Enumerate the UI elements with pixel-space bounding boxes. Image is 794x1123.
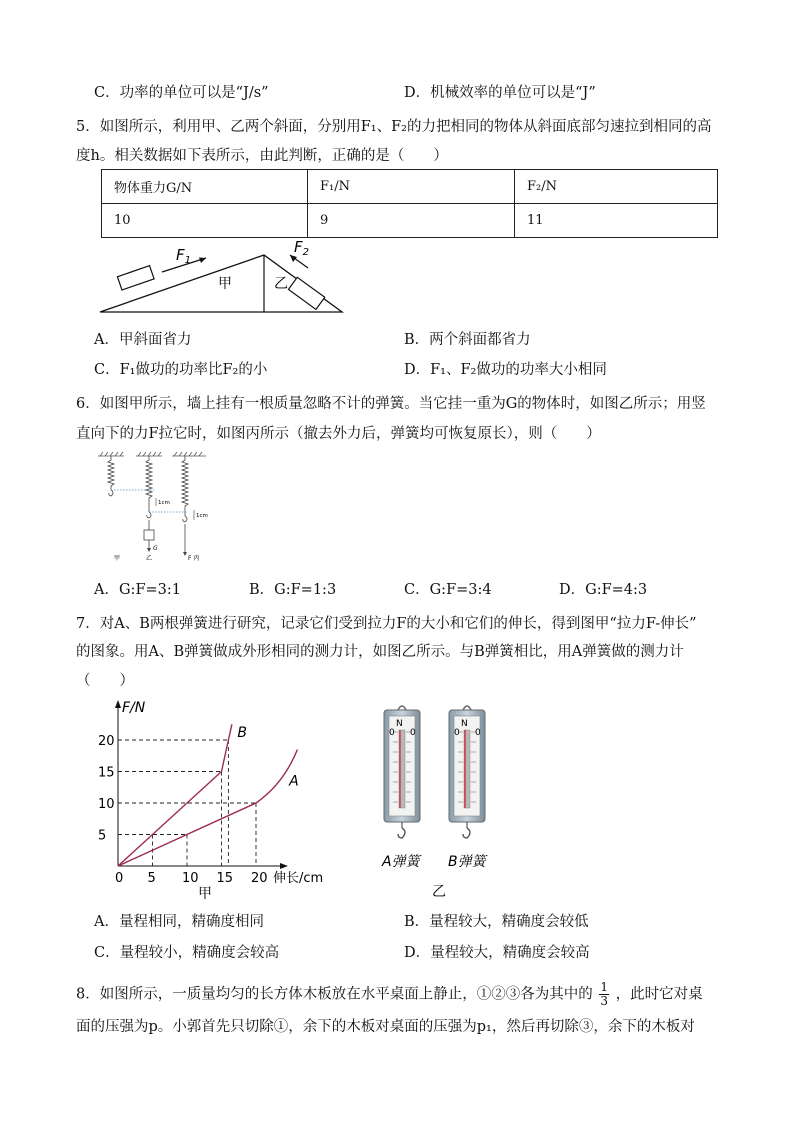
table-header-cell: 物体重力G/N (102, 170, 308, 204)
scale-a-unit: N (396, 719, 403, 729)
arrow-g-head (147, 548, 151, 552)
q8-stem-line2: 面的压强为p。小郭首先只切除①，余下的木板对桌面的压强为p₁，然后再切除③，余下的木板对 (76, 1019, 695, 1035)
q8-fraction-denominator: 3 (600, 994, 608, 1008)
series-b-label: B (237, 724, 247, 741)
q5-stem-line1: 5．如图所示，利用甲、乙两个斜面，分别用F₁、F₂的力把相同的物体从斜面底部匀速拉到相同的高 (76, 119, 712, 135)
q5-incline-figure (96, 238, 348, 316)
scale-a (384, 706, 420, 838)
q7-stem-line1: 7．对A、B两根弹簧进行研究，记录它们受到拉力F的大小和它们的伸长，得到图甲“拉力F-伸长” (76, 616, 697, 632)
q7-force-extension-chart (86, 696, 346, 904)
label-f1: $F_1$ (176, 246, 192, 266)
q4-option-c: C．功率的单位可以是“J/s” (94, 85, 269, 101)
y-axis-arrow (115, 700, 121, 708)
scale-b-unit: N (461, 719, 468, 729)
q6-option-a: A．G:F=3:1 (94, 582, 181, 598)
spring-yi (146, 456, 152, 512)
q6-option-b: B．G:F=1:3 (249, 582, 337, 598)
scale-caption-yi: 乙 (432, 884, 446, 900)
q8-stem-line1 (76, 981, 703, 1008)
table-cell: 10 (102, 204, 308, 238)
weight-block (144, 530, 154, 540)
table-cell: 11 (515, 204, 718, 238)
table-header-cell: F₁/N (308, 170, 515, 204)
q5-data-table (101, 169, 718, 238)
q6-option-c: C．G:F=3:4 (404, 582, 492, 598)
scale-a-label: A弹簧 (382, 854, 420, 870)
y-tick-label: 10 (98, 797, 115, 812)
scale-b-label: B弹簧 (448, 854, 486, 870)
q7-stem-line2: 的图象。用A、B弹簧做成外形相同的测力计，如图乙所示。与B弹簧相比，用A弹簧做的测力计 (76, 644, 684, 660)
q4-option-d: D．机械效率的单位可以是“J” (404, 85, 596, 101)
x-tick-label: 15 (216, 871, 234, 886)
hook-icon (463, 828, 470, 838)
table-header-cell: F₂/N (515, 170, 718, 204)
q8-stem-text-a: 8．如图所示，一质量均匀的长方体木板放在水平桌面上静止，①②③各为其中的 (76, 986, 593, 1003)
scale-b-zero-right: 0 (475, 728, 481, 738)
label-yi: 乙 (274, 276, 288, 292)
table-row (102, 170, 718, 204)
q7-option-a: A．量程相同，精确度相同 (94, 914, 264, 930)
q5-stem-line2: 度h。相关数据如下表所示，由此判断，正确的是（ ） (76, 148, 448, 164)
q5-option-c: C．F₁做功的功率比F₂的小 (94, 362, 268, 378)
y-tick-label: 20 (98, 734, 115, 749)
x-axis-label: 伸长/cm (273, 871, 324, 886)
q6-option-d: D．G:F=4:3 (559, 582, 648, 598)
label-jia: 甲 (218, 276, 232, 292)
spring-jia (108, 456, 114, 490)
q6-spring-figure (96, 450, 212, 568)
arrow-f2-head (290, 255, 297, 262)
chart-caption-jia: 甲 (198, 886, 212, 902)
y-axis-label: F/N (122, 700, 146, 716)
x-tick-label: 20 (251, 871, 268, 886)
series-a-label: A (289, 773, 299, 790)
series-b-line (118, 724, 232, 866)
hook-icon (398, 828, 405, 838)
q5-option-d: D．F₁、F₂做功的功率大小相同 (404, 362, 607, 378)
label-f-bing: F 丙 (188, 555, 200, 562)
scale-a-zero-right: 0 (410, 728, 416, 738)
scale-b-zero-left: 0 (454, 728, 460, 738)
q7-spring-scales (376, 700, 506, 900)
x-tick-label: 5 (147, 871, 156, 886)
q7-option-b: B．量程较大，精确度会较低 (404, 914, 589, 930)
label-f2: $F_2$ (294, 238, 310, 258)
q7-stem-line3: （ ） (76, 673, 134, 689)
q8-fraction-numerator: 1 (600, 980, 608, 994)
x-tick-label: 10 (182, 871, 199, 886)
label-yi-6: 乙 (146, 555, 153, 562)
table-cell: 9 (308, 204, 515, 238)
block-jia (117, 266, 154, 290)
scale-b (449, 706, 485, 838)
arrow-f1-head (199, 258, 206, 264)
x-tick-label: 0 (115, 871, 124, 886)
q6-stem-line2: 直向下的力F拉它时，如图丙所示（撤去外力后，弹簧均可恢复原长），则（ ） (76, 426, 601, 442)
hook-bing (183, 516, 187, 522)
hook-jia (109, 490, 113, 496)
x-axis-arrow (280, 863, 288, 869)
q8-fraction (599, 981, 609, 1008)
q5-option-b: B．两个斜面都省力 (404, 332, 531, 348)
q8-stem-text-b: ，此时它对桌 (615, 986, 703, 1003)
scale-a-zero-left: 0 (389, 728, 395, 738)
q7-option-d: D．量程较大，精确度会较高 (404, 945, 590, 961)
label-1cm-a: 1cm (158, 500, 170, 506)
block-yi (288, 277, 324, 309)
hook-yi (147, 512, 151, 518)
q6-stem-line1: 6．如图甲所示，墙上挂有一根质量忽略不计的弹簧。当它挂一重为G的物体时，如图乙所示；用竖 (76, 396, 706, 412)
label-jia-6: 甲 (114, 555, 121, 562)
q7-option-c: C．量程较小，精确度会较高 (94, 945, 280, 961)
y-tick-label: 5 (98, 828, 107, 844)
label-g: G (153, 545, 158, 552)
label-1cm-b: 1cm (196, 513, 208, 519)
table-row (102, 204, 718, 238)
y-tick-label: 15 (98, 765, 115, 781)
ceiling-hatch (98, 452, 206, 456)
arrow-f-head (183, 552, 187, 556)
q5-option-a: A．甲斜面省力 (94, 332, 192, 348)
series-a-line (118, 749, 297, 866)
spring-bing (182, 456, 188, 516)
